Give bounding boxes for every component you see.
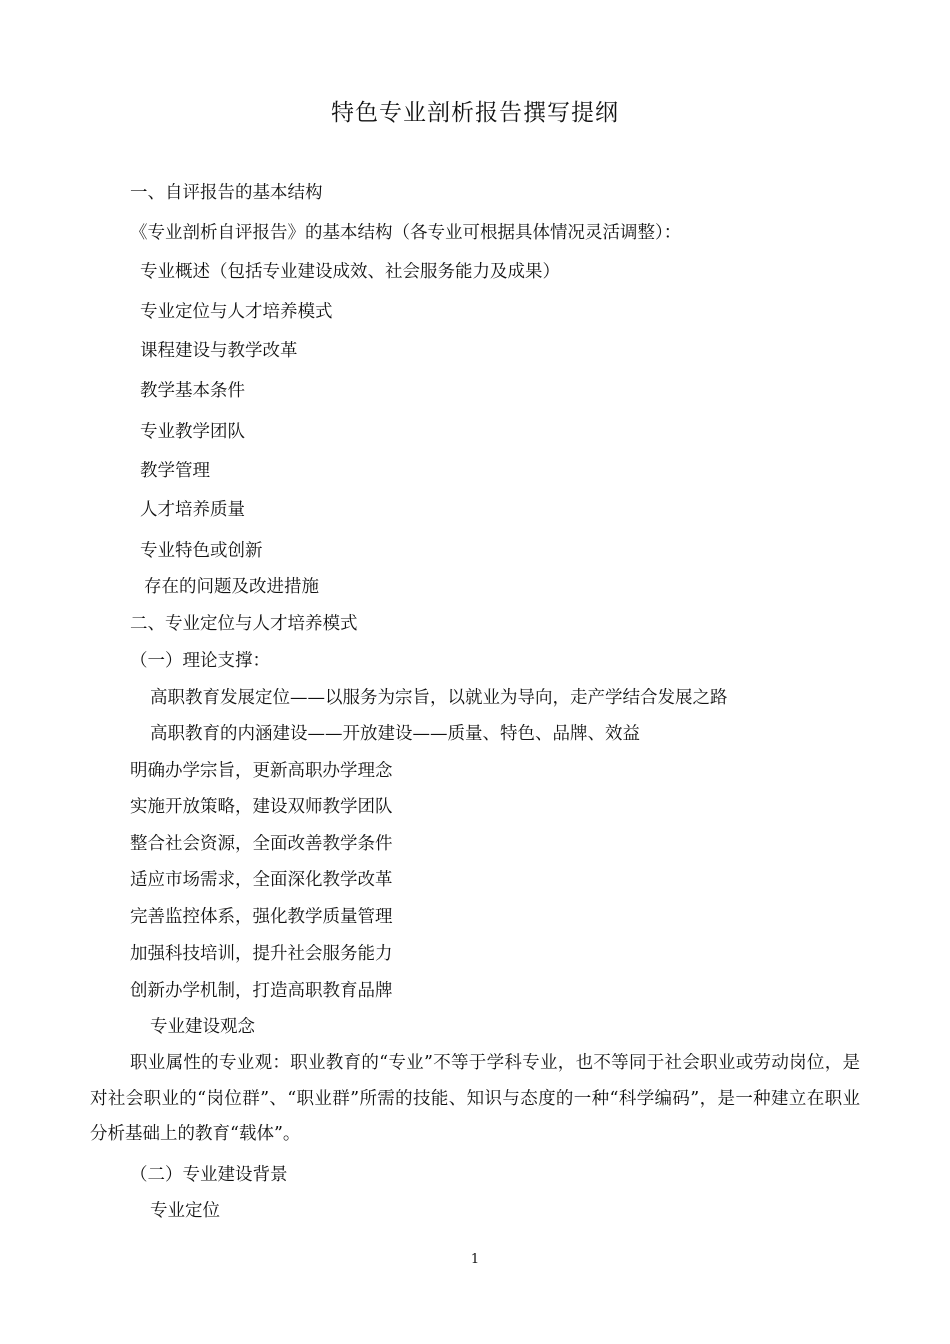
list-item: 专业特色或创新 [140, 541, 263, 561]
subsection-heading: （二）专业建设背景 [130, 1165, 288, 1185]
measure-line: 适应市场需求，全面深化教学改革 [130, 870, 393, 890]
page-number: 1 [470, 1252, 480, 1267]
list-item: 课程建设与教学改革 [140, 341, 298, 361]
measure-line: 明确办学宗旨，更新高职办学理念 [130, 761, 393, 781]
section-intro: 《专业剖析自评报告》的基本结构（各专业可根据具体情况灵活调整）： [130, 223, 682, 243]
list-item: 人才培养质量 [140, 500, 245, 520]
section-heading: 二、专业定位与人才培养模式 [130, 614, 358, 634]
measure-line: 创新办学机制，打造高职教育品牌 [130, 981, 393, 1001]
list-item: 教学基本条件 [140, 381, 245, 401]
positioning-heading: 专业定位 [150, 1201, 220, 1221]
measure-line: 完善监控体系，强化教学质量管理 [130, 907, 393, 927]
measure-line: 整合社会资源，全面改善教学条件 [130, 834, 393, 854]
list-item: 专业定位与人才培养模式 [140, 302, 333, 322]
document-title: 特色专业剖析报告撰写提纲 [331, 100, 619, 126]
list-item: 存在的问题及改进措施 [144, 577, 319, 597]
list-item: 教学管理 [140, 461, 210, 481]
concept-paragraph: 职业属性的专业观：职业教育的“专业”不等于学科专业，也不等同于社会职业或劳动岗位，是对社会职业的“岗位群”、“职业群”所需的技能、知识与态度的一种“科学编码”，是一种建立在职业分析基础上的教育“载体”。 [90, 1053, 860, 1144]
measure-line: 实施开放策略，建设双师教学团队 [130, 797, 393, 817]
list-item: 专业概述（包括专业建设成效、社会服务能力及成果） [140, 262, 560, 282]
theory-line: 高职教育发展定位——以服务为宗旨，以就业为导向，走产学结合发展之路 [150, 688, 728, 708]
measure-line: 加强科技培训，提升社会服务能力 [130, 944, 393, 964]
subsection-heading: （一）理论支撑： [130, 651, 270, 671]
list-item: 专业教学团队 [140, 422, 245, 442]
section-heading: 一、自评报告的基本结构 [130, 183, 323, 203]
concept-heading: 专业建设观念 [150, 1017, 255, 1037]
theory-line: 高职教育的内涵建设——开放建设——质量、特色、品牌、效益 [150, 724, 640, 744]
